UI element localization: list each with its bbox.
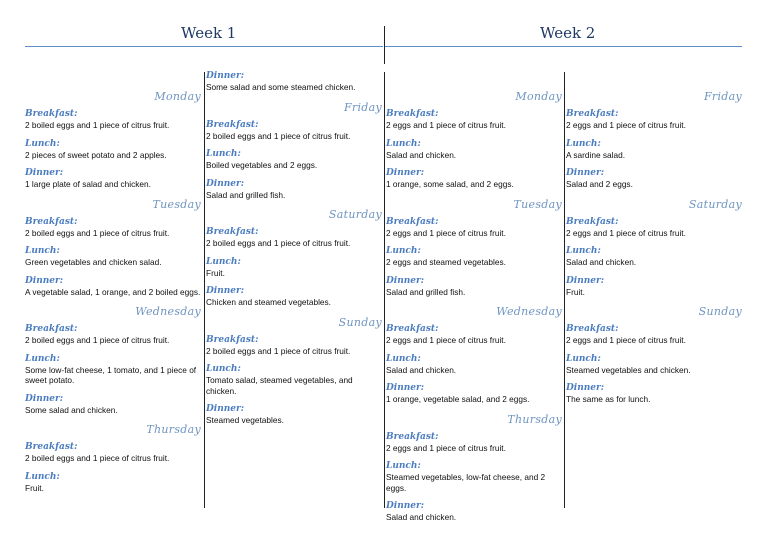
header-divider <box>384 26 385 64</box>
breakfast-entry <box>25 442 201 464</box>
breakfast-entry <box>25 109 201 131</box>
breakfast-label: Breakfast: <box>206 334 259 345</box>
dinner-entry <box>206 179 382 201</box>
lunch-text: Steamed vegetables, low-fat cheese, and 2 eggs. <box>386 472 546 493</box>
week-2-underline <box>385 46 742 47</box>
dinner-label: Dinner: <box>25 168 64 178</box>
breakfast-entry <box>566 324 742 346</box>
column-divider-3 <box>564 72 565 508</box>
dinner-text: Salad and 2 eggs. <box>566 179 633 189</box>
dinner-label: Dinner: <box>206 404 245 414</box>
dinner-entry <box>206 286 382 308</box>
week-2-heading: Week 2 <box>540 24 596 42</box>
breakfast-label: Breakfast: <box>206 119 259 130</box>
breakfast-label: Breakfast: <box>386 109 439 119</box>
breakfast-entry <box>566 109 742 131</box>
breakfast-text: 2 eggs and 1 piece of citrus fruit. <box>386 227 506 238</box>
week-2-column-a <box>386 87 562 531</box>
lunch-label: Lunch: <box>25 471 60 482</box>
week-1-heading: Week 1 <box>181 24 237 42</box>
dinner-entry <box>566 383 742 405</box>
column-divider-1 <box>204 72 205 508</box>
day-heading-tuesday: Tuesday <box>513 197 562 211</box>
lunch-entry <box>206 257 382 279</box>
day-heading-monday: Monday <box>154 90 201 103</box>
dinner-text: Salad and grilled fish. <box>386 286 466 297</box>
dinner-text: Salad and chicken. <box>386 512 457 522</box>
lunch-entry <box>566 246 742 268</box>
dinner-label: Dinner: <box>566 275 605 286</box>
day-heading-sunday: Sunday <box>338 315 382 329</box>
dinner-text: Fruit. <box>566 286 585 297</box>
lunch-entry <box>206 364 382 396</box>
lunch-label: Lunch: <box>386 461 421 471</box>
breakfast-text: 2 eggs and 1 piece of citrus fruit. <box>566 120 686 130</box>
lunch-text: Salad and chicken. <box>386 364 457 375</box>
lunch-entry <box>25 246 201 268</box>
breakfast-label: Breakfast: <box>25 442 78 452</box>
dinner-label: Dinner: <box>386 168 425 178</box>
day-heading-saturday: Saturday <box>328 208 382 221</box>
breakfast-entry <box>25 324 201 346</box>
lunch-entry <box>25 139 201 161</box>
day-heading-friday: Friday <box>343 100 382 114</box>
dinner-entry <box>206 71 382 93</box>
column-divider-2 <box>384 72 385 508</box>
breakfast-label: Breakfast: <box>386 431 439 442</box>
lunch-text: Salad and chicken. <box>386 149 457 160</box>
day-heading-saturday: Saturday <box>688 197 742 211</box>
lunch-label: Lunch: <box>25 353 60 364</box>
breakfast-label: Breakfast: <box>566 324 619 334</box>
week-1-underline <box>25 46 383 47</box>
lunch-text: Salad and chicken. <box>566 257 637 267</box>
dinner-text: Steamed vegetables. <box>206 415 284 425</box>
lunch-label: Lunch: <box>206 149 241 159</box>
lunch-entry <box>25 354 201 386</box>
lunch-label: Lunch: <box>566 246 601 256</box>
dinner-text: 1 large plate of salad and chicken. <box>25 179 151 189</box>
dinner-text: 1 orange, some salad, and 2 eggs. <box>386 179 514 189</box>
day-heading-friday: Friday <box>703 90 742 103</box>
lunch-text: Fruit. <box>206 267 225 278</box>
dinner-text: Chicken and steamed vegetables. <box>206 297 331 307</box>
dinner-text: Salad and grilled fish. <box>206 189 286 200</box>
breakfast-entry <box>386 109 562 131</box>
lunch-entry <box>566 139 742 161</box>
week-1-column-b <box>206 71 382 434</box>
dinner-text: Some salad and chicken. <box>25 404 118 415</box>
lunch-label: Lunch: <box>386 246 421 256</box>
breakfast-text: 2 boiled eggs and 1 piece of citrus fruit. <box>25 335 170 345</box>
breakfast-text: 2 boiled eggs and 1 piece of citrus fruit. <box>206 238 351 248</box>
lunch-label: Lunch: <box>386 353 421 364</box>
breakfast-entry <box>386 432 562 454</box>
day-heading-thursday: Thursday <box>146 423 201 436</box>
dinner-label: Dinner: <box>566 383 605 393</box>
lunch-entry <box>386 246 562 268</box>
lunch-text: Tomato salad, steamed vegetables, and chicken. <box>206 375 353 396</box>
dinner-label: Dinner: <box>25 275 64 286</box>
lunch-label: Lunch: <box>25 246 60 256</box>
dinner-entry <box>25 276 201 298</box>
breakfast-label: Breakfast: <box>386 324 439 334</box>
dinner-entry <box>25 394 201 416</box>
dinner-entry <box>386 383 562 405</box>
day-heading-thursday: Thursday <box>507 412 562 426</box>
breakfast-entry <box>206 227 382 249</box>
dinner-text: 1 orange, vegetable salad, and 2 eggs. <box>386 394 530 404</box>
breakfast-label: Breakfast: <box>25 109 78 119</box>
lunch-text: 2 pieces of sweet potato and 2 apples. <box>25 149 167 160</box>
dinner-entry <box>386 276 562 298</box>
lunch-text: Boiled vegetables and 2 eggs. <box>206 160 318 170</box>
dinner-label: Dinner: <box>386 383 425 393</box>
breakfast-text: 2 boiled eggs and 1 piece of citrus fruit. <box>25 227 170 238</box>
breakfast-label: Breakfast: <box>566 109 619 119</box>
dinner-label: Dinner: <box>206 178 245 189</box>
dinner-entry <box>386 168 562 190</box>
breakfast-label: Breakfast: <box>386 216 439 227</box>
breakfast-text: 2 eggs and 1 piece of citrus fruit. <box>386 335 506 345</box>
breakfast-label: Breakfast: <box>206 227 259 237</box>
dinner-label: Dinner: <box>566 168 605 178</box>
breakfast-entry <box>206 120 382 142</box>
breakfast-text: 2 boiled eggs and 1 piece of citrus fruit. <box>206 130 351 141</box>
dinner-label: Dinner: <box>25 393 64 404</box>
breakfast-text: 2 eggs and 1 piece of citrus fruit. <box>566 227 686 238</box>
breakfast-entry <box>206 335 382 357</box>
breakfast-text: 2 eggs and 1 piece of citrus fruit. <box>386 120 506 130</box>
breakfast-entry <box>386 324 562 346</box>
breakfast-text: 2 eggs and 1 piece of citrus fruit. <box>386 442 506 453</box>
breakfast-text: 2 boiled eggs and 1 piece of citrus fruit. <box>25 453 170 463</box>
lunch-label: Lunch: <box>386 138 421 149</box>
lunch-entry <box>25 472 201 494</box>
dinner-label: Dinner: <box>386 275 425 286</box>
lunch-label: Lunch: <box>566 353 601 364</box>
breakfast-entry <box>25 217 201 239</box>
breakfast-label: Breakfast: <box>566 216 619 227</box>
lunch-text: Fruit. <box>25 482 44 493</box>
lunch-label: Lunch: <box>25 138 60 149</box>
dinner-entry <box>206 404 382 426</box>
lunch-entry <box>386 139 562 161</box>
lunch-entry <box>566 354 742 376</box>
lunch-label: Lunch: <box>206 256 241 267</box>
day-heading-tuesday: Tuesday <box>152 197 201 211</box>
breakfast-label: Breakfast: <box>25 324 78 334</box>
lunch-text: 2 eggs and steamed vegetables. <box>386 257 506 267</box>
dinner-label: Dinner: <box>386 501 425 511</box>
lunch-entry <box>386 354 562 376</box>
dinner-entry <box>386 501 562 523</box>
lunch-entry <box>386 461 562 493</box>
day-heading-sunday: Sunday <box>698 305 742 318</box>
dinner-entry <box>566 276 742 298</box>
day-heading-wednesday: Wednesday <box>496 305 562 318</box>
lunch-text: A sardine salad. <box>566 149 626 160</box>
lunch-entry <box>206 149 382 171</box>
day-heading-wednesday: Wednesday <box>135 305 201 318</box>
dinner-entry <box>566 168 742 190</box>
lunch-text: Some low-fat cheese, 1 tomato, and 1 piece of sweet potato. <box>25 364 197 385</box>
dinner-label: Dinner: <box>206 71 245 81</box>
week-2-column-b <box>566 87 742 413</box>
breakfast-label: Breakfast: <box>25 216 78 227</box>
dinner-text: A vegetable salad, 1 orange, and 2 boiled eggs. <box>25 286 201 297</box>
lunch-label: Lunch: <box>206 364 241 374</box>
dinner-text: Some salad and some steamed chicken. <box>206 82 356 92</box>
lunch-text: Green vegetables and chicken salad. <box>25 257 162 267</box>
breakfast-text: 2 eggs and 1 piece of citrus fruit. <box>566 335 686 345</box>
breakfast-entry <box>566 217 742 239</box>
day-heading-monday: Monday <box>515 90 562 103</box>
breakfast-text: 2 boiled eggs and 1 piece of citrus fruit. <box>25 120 170 130</box>
dinner-entry <box>25 168 201 190</box>
dinner-label: Dinner: <box>206 286 245 296</box>
breakfast-text: 2 boiled eggs and 1 piece of citrus fruit. <box>206 345 351 356</box>
lunch-label: Lunch: <box>566 138 601 149</box>
dinner-text: The same as for lunch. <box>566 394 651 404</box>
lunch-text: Steamed vegetables and chicken. <box>566 364 691 375</box>
week-1-column-a <box>25 87 201 501</box>
breakfast-entry <box>386 217 562 239</box>
